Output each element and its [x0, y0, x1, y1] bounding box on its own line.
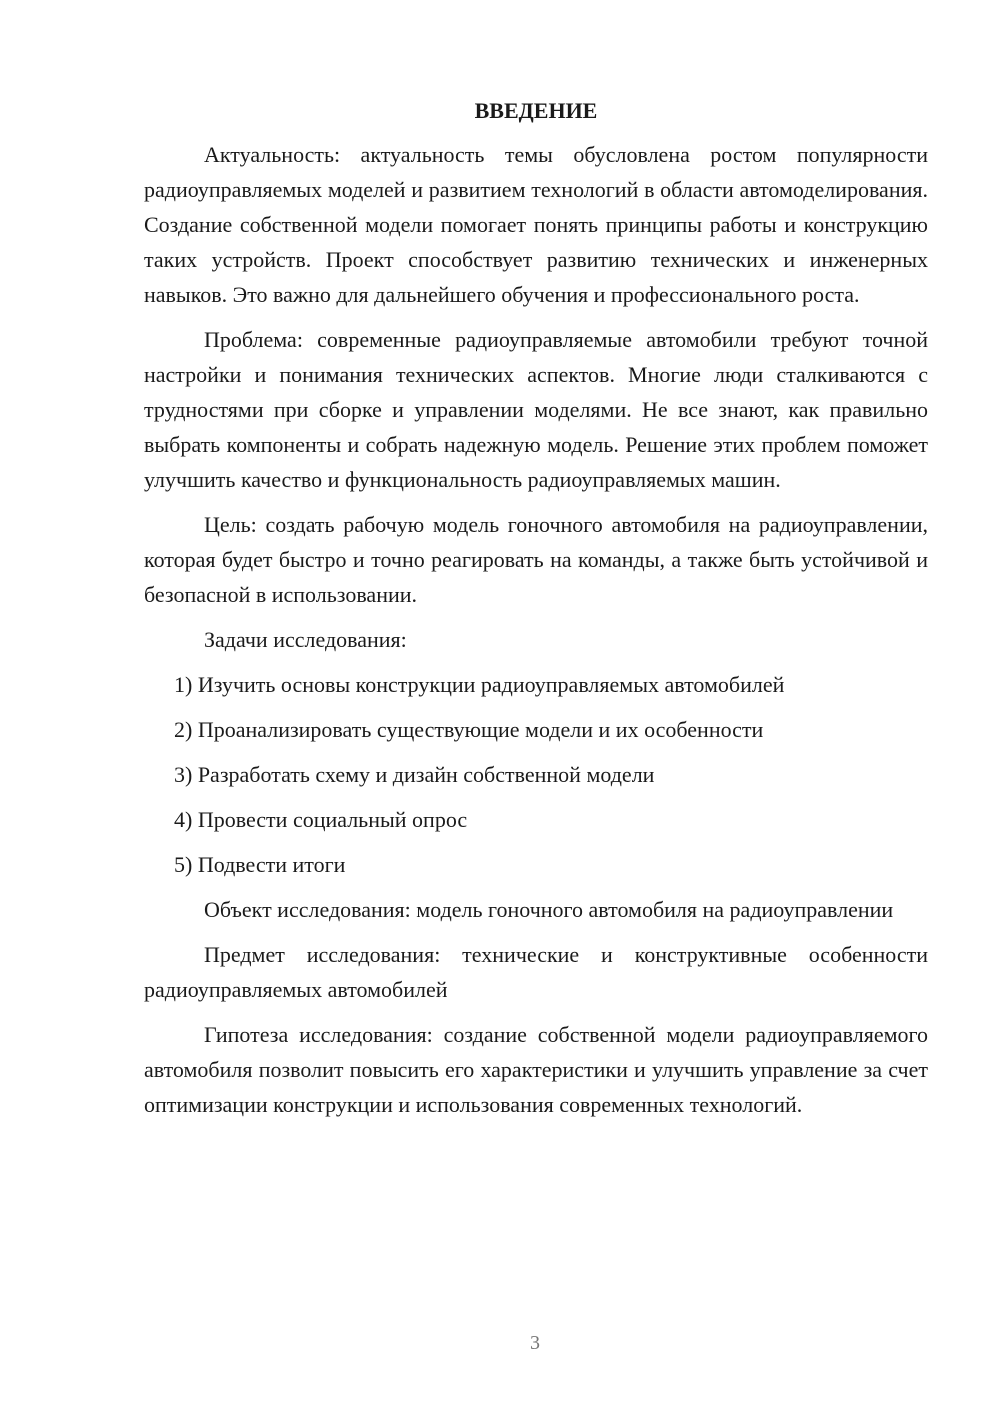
list-item: 3) Разработать схему и дизайн собственной модели [174, 762, 655, 787]
tasks-list [144, 667, 928, 882]
list-item: 1) Изучить основы конструкции радиоуправляемых автомобилей [174, 672, 785, 697]
hypothesis-paragraph: Гипотеза исследования: создание собственной модели радиоуправляемого автомобиля позволит повысить его характеристики и улучшить управление за счет оптимизации конструкции и использования современных технологий. [144, 1022, 928, 1117]
list-item: 2) Проанализировать существующие модели и их особенности [174, 717, 764, 742]
problem-paragraph: Проблема: современные радиоуправляемые автомобили требуют точной настройки и понимания технических аспектов. Многие люди сталкиваются с трудностями при сборке и управлении моделями. Не все знают, как правильно выбрать компоненты и собрать надежную модель. Решение этих проблем поможет улучшить качество и функциональность радиоуправляемых машин. [144, 327, 928, 492]
document-page [144, 95, 928, 1122]
relevance-paragraph: Актуальность: актуальность темы обусловлена ростом популярности радиоуправляемых моделей и развитием технологий в области автомоделирования. Создание собственной модели помогает понять принципы работы и конструкцию таких устройств. Проект способствует развитию технических и инженерных навыков. Это важно для дальнейшего обучения и профессионального роста. [144, 142, 928, 307]
page-number: 3 [530, 1332, 540, 1354]
list-item: 5) Подвести итоги [174, 852, 346, 877]
list-item: 4) Провести социальный опрос [174, 807, 468, 832]
object-paragraph: Объект исследования: модель гоночного автомобиля на радиоуправлении [204, 897, 894, 922]
tasks-label: Задачи исследования: [204, 627, 407, 652]
goal-paragraph: Цель: создать рабочую модель гоночного автомобиля на радиоуправлении, которая будет быстро и точно реагировать на команды, а также быть устойчивой и безопасной в использовании. [144, 512, 928, 607]
page-title: ВВЕДЕНИЕ [474, 98, 598, 123]
subject-paragraph: Предмет исследования: технические и конструктивные особенности радиоуправляемых автомобилей [144, 942, 928, 1002]
